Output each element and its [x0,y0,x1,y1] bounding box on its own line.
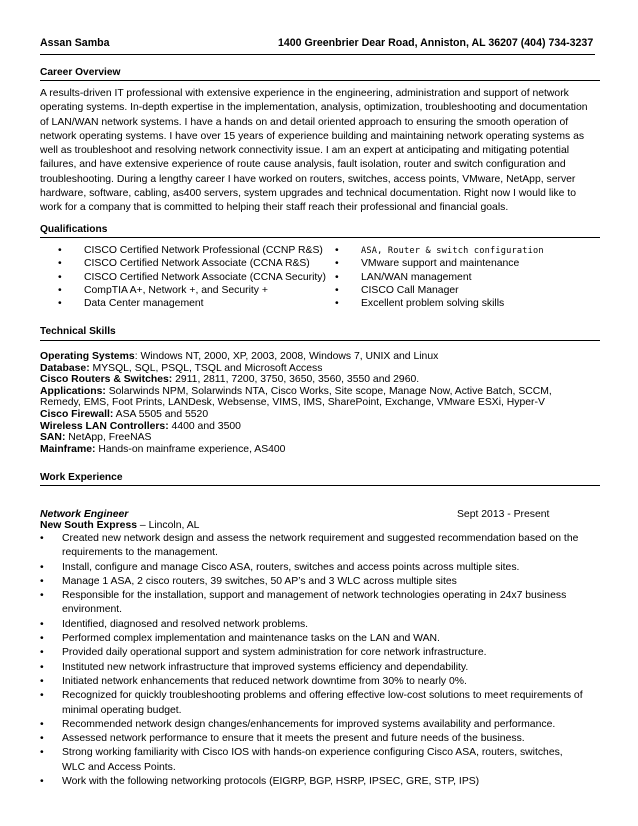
skill-row: Applications: Solarwinds NPM, Solarwinds NTA, Cisco Works, Site scope, Manage Now, Active Batch, SCCM, [40,385,552,397]
bullet-icon: • [58,284,62,296]
overview-line: A results-driven IT professional with extensive experience in the engineering, administration and support of network [40,88,569,99]
bullet-icon: • [40,647,44,659]
qualification-item: • CISCO Call Manager [335,284,544,297]
responsibility-item: • Assessed network performance to ensure that it meets the present and future needs of the business. [40,732,588,746]
section-divider [40,80,600,81]
responsibility-item: • Instituted new network infrastructure that improved systems efficiency and dependability. [40,661,588,675]
overview-line: hardware, software, cabling, as400 servers, system upgrades and technical documentation. Right now I would like to [40,188,576,200]
work-experience-title: Work Experience [40,472,123,483]
job-title: Network Engineer [40,509,129,520]
qualification-item: • Data Center management [58,297,326,310]
qualifications-left-column [58,244,326,310]
bullet-icon: • [335,271,339,283]
bullet-icon: • [40,590,44,602]
overview-line: troubleshooting. During a lengthy career I have worked on routers, switches, access points, VMware, NetApp, server [40,173,576,185]
responsibility-item: • Identified, diagnosed and resolved network problems. [40,618,588,632]
bullet-icon: • [40,661,44,673]
bullet-icon: • [335,298,339,310]
skill-row: Cisco Routers & Switches: 2911, 2811, 7200, 3750, 3650, 3560, 3550 and 2960. [40,374,420,386]
responsibility-item: • Provided daily operational support and system administration for core network infrastructure. [40,646,588,660]
responsibility-item: • Initiated network enhancements that reduced network downtime from 30% to nearly 0%. [40,675,588,689]
bullet-icon: • [40,718,44,730]
qualifications-title: Qualifications [40,224,108,235]
contact-info: 1400 Greenbrier Dear Road, Anniston, AL 36207 (404) 734-3237 [278,37,594,49]
qualification-item: • ASA, Router & switch configuration [335,244,544,257]
bullet-icon: • [335,284,339,296]
bullet-icon: • [40,575,44,587]
responsibility-item: • Recognized for quickly troubleshooting problems and offering effective low-cost solutions to meet requirements of minimal operating budget. [40,690,583,716]
skill-row: Database: MYSQL, SQL, PSQL, TSQL and Microsoft Access [40,362,323,374]
skill-row: Cisco Firewall: ASA 5505 and 5520 [40,408,209,420]
skill-row: Wireless LAN Controllers: 4400 and 3500 [40,420,241,432]
bullet-icon: • [58,271,62,283]
candidate-name: Assan Samba [40,37,110,49]
qualification-item: • CISCO Certified Network Associate (CCNA Security) [58,271,326,284]
overview-line: of LAN/WAN network systems. I have a hands on and detail oriented approach to ensuring the smooth operation of [40,116,569,128]
qualifications-right-column [335,244,544,310]
overview-line: failures, and have extensive experience of route cause analysis, fault isolation, router and switch configuration and [40,159,566,171]
responsibility-item: • Created new network design and assess the network requirement and suggested recommendation based on the requirements to the management. [40,533,579,559]
bullet-icon: • [58,258,62,270]
qualification-item: • CompTIA A+, Network +, and Security + [58,284,326,297]
career-overview-text [40,87,600,216]
responsibility-item: • Manage 1 ASA, 2 cisco routers, 39 switches, 50 AP’s and 3 WLC across multiple sites [40,575,588,589]
bullet-icon: • [40,633,44,645]
qualification-item: • CISCO Certified Network Professional (CCNP R&S) [58,244,326,257]
bullet-icon: • [335,245,339,256]
skill-row: Mainframe: Hands-on mainframe experience, AS400 [40,443,286,455]
job-company: New South Express – Lincoln, AL [40,520,200,531]
career-overview-title: Career Overview [40,67,121,78]
section-divider [40,340,600,341]
bullet-icon: • [40,747,44,759]
bullet-icon: • [40,533,44,544]
responsibility-item: • Work with the following networking protocols (EIGRP, BGP, HSRP, IPSEC, GRE, STP, IPS) [40,775,588,789]
skill-row: Remedy, EMS, Foot Prints, LANDesk, Websense, VIMS, IMS, SharePoint, Exchange, VMware ESXi, Hyper-V [40,397,545,409]
bullet-icon: • [40,733,44,745]
bullet-icon: • [58,245,62,256]
section-divider [40,485,600,486]
bullet-icon: • [40,690,44,702]
resume-header [40,36,595,55]
technical-skills-list [40,351,600,455]
overview-line: well as troubleshoot and resolving network connectivity issue. I am an expert at anticipating and mitigating potential [40,145,570,157]
qualification-item: • LAN/WAN management [335,271,544,284]
job-dates: Sept 2013 - Present [457,509,550,520]
overview-line: network operating systems. I have over 15 years of experience building and maintaining network operating systems as [40,130,585,142]
responsibility-item: • Recommended network design changes/enhancements for improved systems availability and performance. [40,718,588,732]
responsibility-item: • Strong working familiarity with Cisco IOS with hands-on experience configuring Cisco ASA, routers, switches, WLC and Access Points. [40,747,563,773]
bullet-icon: • [40,776,44,788]
qualification-item: • CISCO Certified Network Associate (CCNA R&S) [58,257,326,270]
bullet-icon: • [40,561,44,573]
qualification-item: • Excellent problem solving skills [335,297,544,310]
bullet-icon: • [335,258,339,270]
bullet-icon: • [40,618,44,630]
responsibility-item: • Responsible for the installation, support and management of network technologies operating in 24x7 business environment. [40,590,567,616]
overview-line: operating systems. In-depth expertise in the implementation, analysis, optimization, troubleshooting and documentation [40,102,588,114]
section-divider [40,237,600,238]
skill-row: Operating Systems: Windows NT, 2000, XP, 2003, 2008, Windows 7, UNIX and Linux [40,351,439,362]
bullet-icon: • [58,298,62,310]
qualification-item: • VMware support and maintenance [335,257,544,270]
overview-line: work for a company that is committed to helping their staff reach their professional and financial goals. [40,202,509,214]
responsibility-item: • Install, configure and manage Cisco ASA, routers, switches and access points across multiple sites. [40,561,588,575]
bullet-icon: • [40,675,44,687]
technical-skills-title: Technical Skills [40,326,116,337]
responsibility-item: • Performed complex implementation and maintenance tasks on the LAN and WAN. [40,632,588,646]
job-responsibilities [40,532,588,789]
skill-row: SAN: NetApp, FreeNAS [40,432,152,444]
